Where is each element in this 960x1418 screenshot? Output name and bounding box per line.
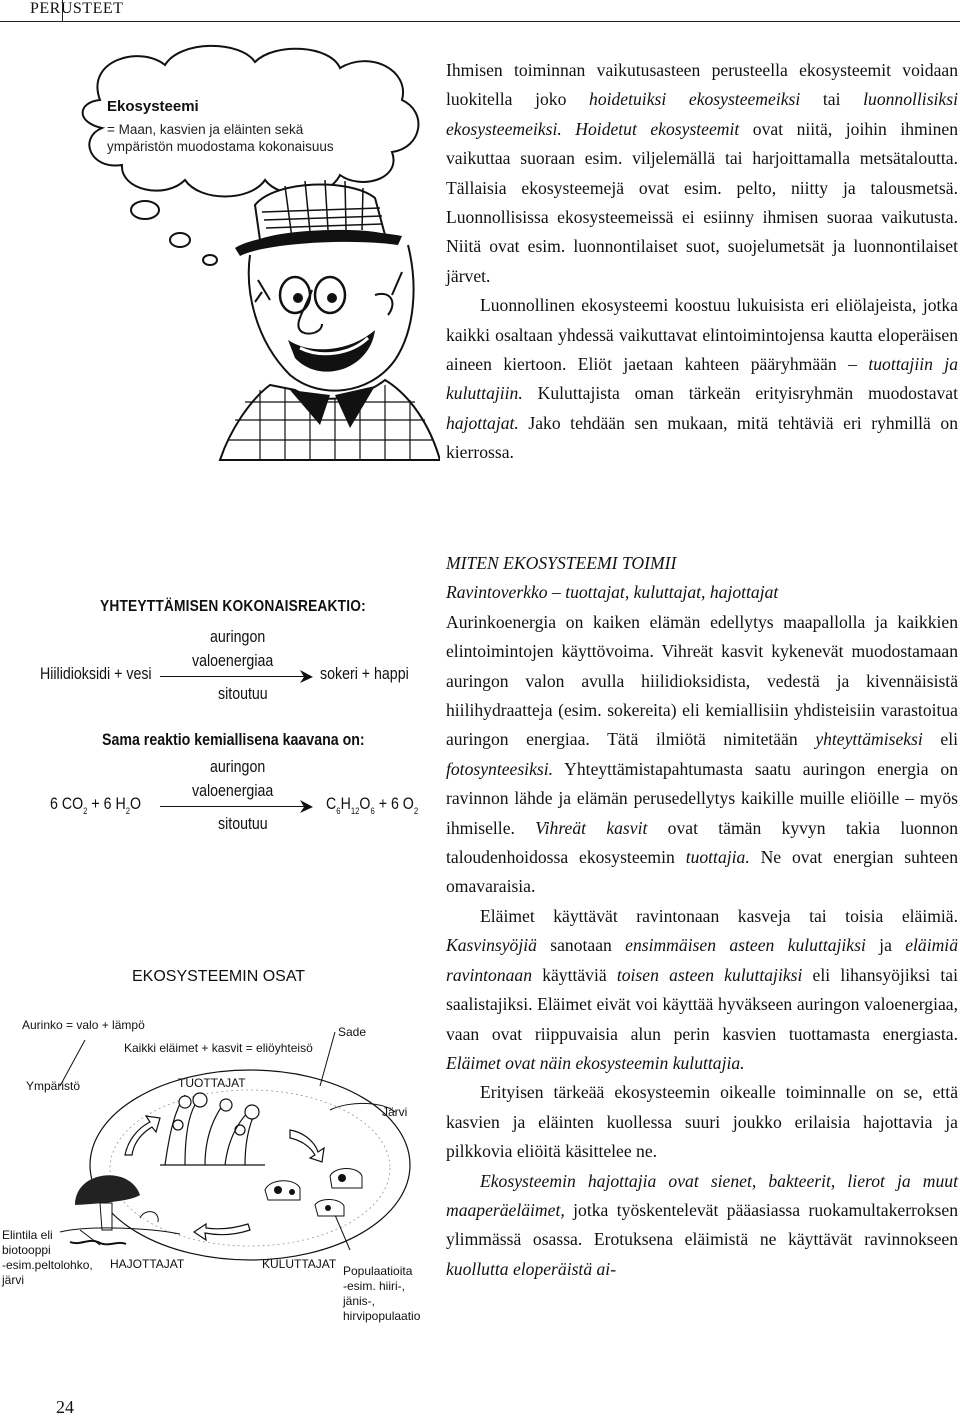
formula-right-d-sub: 2 [413,806,419,816]
formula-left-b: + 6 H [87,795,126,813]
label-habitat [2,1228,93,1288]
text-run: Eläimet käyttävät ravintonaan kasveja tai toisia eläimiä. [480,905,958,926]
populations-line-1: Populaatioita [343,1264,413,1278]
formula-title: Sama reaktio kemiallisena kaavana on: [102,731,365,749]
text-run: luonnollisiksi ekosysteemeiksi. [446,89,958,139]
paragraph-3 [446,608,958,902]
formula-left-b-sub: 2 [125,806,131,816]
text-run: ja [865,935,906,956]
label-decomposers: HAJOTTAJAT [110,1257,185,1271]
text-run: Vihreät kasvit [535,817,648,838]
text-run: hajottajat. [446,412,519,433]
section-subheading: Ravintoverkko – tuottajat, kuluttajat, hajottajat [446,582,779,603]
page-number: 24 [56,1397,74,1417]
cartoon-illustration [30,40,440,540]
formula-right-d: + 6 O [374,795,414,813]
text-run: eläimiä ravintonaan [446,935,958,985]
formula-right-a-sub: 6 [336,806,341,816]
cycle-arrows [125,1116,324,1240]
reaction-title: YHTEYTTÄMISEN KOKONAISREAKTIO: [100,598,366,615]
man-face [249,245,414,391]
diagram-title: EKOSYSTEEMIN OSAT [132,968,306,985]
label-lake: Järvi [382,1105,408,1119]
reaction-arrowhead [300,670,314,684]
text-run: tuottajia. [685,847,750,868]
paragraph-5 [446,1078,958,1166]
label-environment: Ympäristö [26,1079,81,1093]
man-cap [235,180,402,256]
text-run: tai [800,89,864,110]
text-run: jotka työskentelevät pääasiassa ruokamultakerroksen ylimmässä osassa. Erotuksena eläimistä ne käyttävät ravinnokseen [446,1199,958,1250]
text-run: eli [922,729,958,750]
formula-arrow [160,806,308,807]
plants-illustration [160,1093,265,1165]
cartoon-line-1: = Maan, kasvien ja eläinten sekä [107,122,304,137]
text-run: ovat tämän kyvyn takia luonnon taloudenhoidossa ekosysteemin [446,817,958,868]
formula-right-b: H [340,795,351,813]
header-rule [0,21,960,22]
text-run: Luonnollinen ekosysteemi koostuu lukuisista eri eliölajeista, jotka kaikki osaltaan yhdessä vaikuttavat elintoimintojensa kautta eloperäisen aineen kiertoon. Eliöt jaetaan kahteen pääryhmään – [446,295,958,375]
text-run: hoidetuiksi ekosysteemeiksi [589,89,801,110]
text-run [562,119,576,139]
text-run: yhteyttämiseksi [815,729,923,750]
formula-left-c: O [130,795,142,813]
paragraph-6 [446,1167,958,1285]
line-rain [320,1032,335,1086]
label-community: Kaikki eläimet + kasvit = eliöyhteisö [124,1041,313,1055]
populations-line-2: -esim. hiiri-, [343,1279,405,1293]
text-run: Hoidetut ekosysteemit [575,118,740,139]
text-run: Eläimet ovat näin ekosysteemin kuluttajia. [446,1052,745,1073]
section-heading: MITEN EKOSYSTEEMI TOIMII [446,553,677,573]
text-run: käyttäviä [532,964,617,985]
reaction-arrow [160,676,308,677]
habitat-line-1: Elintila eli [2,1228,53,1242]
formula-below: sitoutuu [218,815,268,833]
formula-right-c-sub: 6 [370,806,375,816]
formula-right [326,795,418,816]
text-run: Kasvinsyöjiä [446,935,537,956]
how-it-works-text [446,549,958,1284]
text-run: ovat niitä, joihin ihminen vaikuttaa suoraan esim. viljelemällä tai harjoittamalla metsätaloutta. Tällaisia ekosysteemejä ovat esim. pelto, niitty ja talousmetsä. Luonnollisissa ekosysteemeissä ei esiinny ihmisen suoraa vaikutusta. Niitä ovat esim. luonnontilaiset suot, suojelumetsät ja luonnontilaiset järvet. [446,118,958,286]
habitat-line-2: biotooppi [2,1243,51,1257]
formula-left-a-sub: 2 [83,806,88,816]
formula-right-a: C [326,795,337,813]
text-run: kuollutta eloperäistä ai- [446,1258,617,1279]
reaction-left: Hiilidioksidi + vesi [40,665,152,683]
text-run: Ekosysteemin hajottajia ovat sienet, bakteerit, lierot ja muut maaperäeläimet, [446,1170,958,1220]
text-run: Aurinkoenergia on kaiken elämän edellytys maapallolla ja kaikkien elintoimintojen käyttövoima. Vihreät kasvit kykenevät muodostamaan auringon valon avulla hiilidioksidista, vedestä ja kivennäisistä hiilihydraatteja (esim. sokereita) eli kemiallisiin yhdisteisiin varastoitua auringon energiaa. Tätä ilmiötä nimitetään [446,611,958,750]
label-producers: TUOTTAJAT [178,1076,246,1090]
habitat-line-3: -esim.peltolohko, [2,1258,93,1272]
formula-left-a: 6 CO [50,795,84,813]
text-run: Ihmisen toiminnan vaikutusasteen perusteella ekosysteemit voidaan luokitella joko [446,60,958,110]
text-run: ensimmäisen asteen kuluttajiksi [625,935,866,956]
man-shirt [220,380,440,460]
cartoon-line-2: ympäristön muodostama kokonaisuus [107,139,334,154]
text-run: Kuluttajista oman tärkeän erityisryhmän muodostavat [522,383,958,404]
reaction-above-2: valoenergiaa [192,652,274,670]
populations-line-4: hirvipopulaatio [343,1309,421,1323]
formula-arrowhead [300,800,314,814]
paragraph-4 [446,902,958,1078]
reaction-below: sitoutuu [218,685,268,703]
text-run: fotosynteesiksi. [446,758,554,779]
text-run: Jako tehdään sen mukaan, mitä tehtäviä eri ryhmillä on kierrossa. [446,412,958,463]
label-populations [343,1264,420,1324]
paragraph-1 [446,56,958,291]
text-run: Erityisen tärkeää ekosysteemin oikealle toiminnalle on se, että kasvien ja eläinten kuollessa suuri joukko erilaisia hajottavia ja pilkkovia eliöitä käsittelee ne. [446,1082,958,1162]
cartoon-title: Ekosysteemi [107,98,199,115]
reaction-above-1: auringon [210,628,266,646]
formula-right-b-sub: 12 [350,806,360,816]
label-sun: Aurinko = valo + lämpö [22,1018,145,1032]
section-header: PERUSTEET [30,0,124,17]
habitat-line-4: järvi [2,1273,25,1287]
header-divider [62,0,63,21]
text-run: toisen asteen kuluttajiksi [616,964,803,985]
formula-left [50,795,141,816]
populations-line-3: jänis-, [343,1294,376,1308]
text-run: sanotaan [536,935,626,956]
formula-above-1: auringon [210,758,266,776]
intro-text [446,56,958,468]
text-run: eli lihansyöjiksi tai saalistajiksi. Eläimet eivät voi käyttää hyväkseen auringon valoenergiaa, vaan ovat riippuvaisia alun perin kasvien tuottamasta energiasta. [446,964,959,1044]
cartoon-definition [107,121,334,155]
label-rain: Sade [338,1025,367,1039]
text-run: Ne ovat energian suhteen omavaraisia. [446,847,959,897]
animals-illustration [265,1169,362,1217]
text-run: Yhteyttämistapahtumasta saatu auringon energia on ravinnon lähde ja elämän perusedellytys kaikille muille eliöille – myös ihmiselle. [446,758,958,838]
formula-right-c: O [359,795,371,813]
text-run: tuottajiin ja kuluttajiin. [446,354,958,404]
paragraph-2 [446,291,958,467]
formula-above-2: valoenergiaa [192,782,274,800]
reaction-right: sokeri + happi [320,665,409,683]
label-consumers: KULUTTAJAT [262,1257,337,1271]
